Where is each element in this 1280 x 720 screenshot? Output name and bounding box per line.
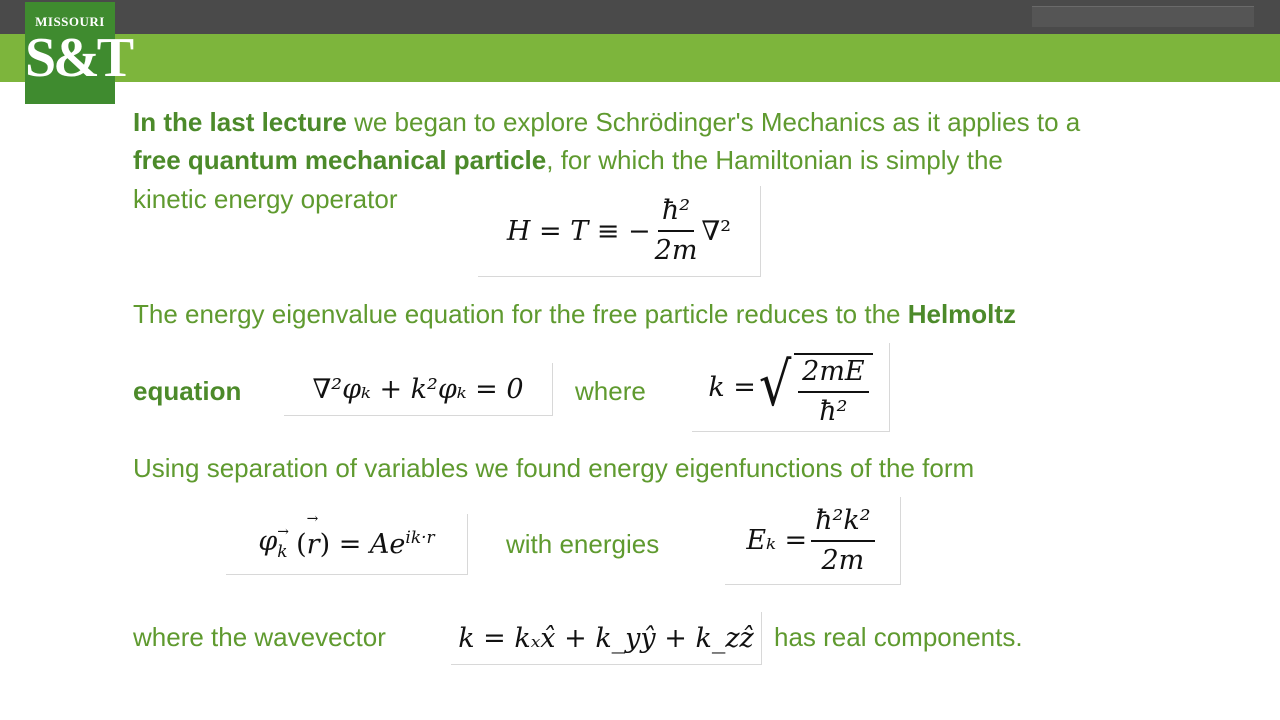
logo-text-top: MISSOURI [35, 14, 105, 29]
header-green-bar [0, 34, 1280, 82]
para3-with: with energies [506, 529, 660, 559]
wavevector-equation: k = kₓx̂ + k_yŷ + k_zẑ [451, 612, 762, 665]
para1-rest1: we began to explore Schrödinger's Mechanics as it applies to a [346, 107, 1081, 137]
energy-den: 2m [821, 544, 865, 576]
para2-bold2: equation [133, 376, 242, 406]
para1-line2 [133, 141, 1003, 179]
para2-equation-word [133, 372, 241, 410]
energy-equation [725, 497, 901, 585]
eigen-r: → r [307, 529, 320, 560]
k-equation [692, 343, 890, 432]
hamiltonian-equation [478, 186, 761, 277]
k-num: 2mE [798, 355, 869, 393]
sqrt-body [794, 353, 873, 429]
para1-bold1: In the last lecture [133, 107, 347, 137]
k-den: ħ² [819, 396, 848, 427]
logo-text-main: S&T [25, 27, 132, 89]
eigen-rhs: $Ae^{ik\cdot r}$ [369, 528, 435, 560]
hamiltonian-fraction [655, 194, 698, 268]
eigen-paren-open: ( [287, 528, 307, 560]
eigen-paren-close: ) [319, 528, 331, 560]
hamiltonian-num: ħ² [658, 194, 694, 232]
energy-num: ħ²k² [811, 504, 874, 542]
energy-lhs: Eₖ = [746, 525, 808, 556]
energy-fraction [811, 504, 874, 578]
header-strip [1032, 6, 1254, 27]
hamiltonian-lhs: H = T ≡ − [506, 215, 651, 247]
eigen-phi: φ→ $_k$ [258, 526, 287, 561]
helmholtz-equation: ∇²φₖ + k²φₖ = 0 [284, 363, 553, 416]
hamiltonian-den: 2m [654, 235, 698, 266]
para2-bold: Helmoltz [907, 299, 1017, 329]
para1-bold2: free quantum mechanical particle [133, 145, 547, 175]
eigen-equals: = [330, 528, 370, 560]
university-logo [25, 2, 132, 104]
k-fraction [798, 355, 869, 429]
hamiltonian-laplacian: ∇² [701, 215, 732, 247]
eigenfunction-equation [226, 514, 468, 575]
para1-line3: kinetic energy operator [133, 184, 398, 214]
para4-suffix: has real components. [774, 622, 1023, 652]
para4-prefix: where the wavevector [133, 622, 386, 652]
para1-rest2: , for which the Hamiltonian is simply the [546, 145, 1003, 175]
para1-line1 [133, 103, 1080, 141]
sqrt-sign-icon: √ [758, 350, 792, 420]
k-lhs: k = [708, 371, 756, 403]
para2-text: The energy eigenvalue equation for the free particle reduces to the [133, 299, 908, 329]
k-sqrt [756, 345, 873, 429]
para2-where: where [575, 376, 646, 406]
para3-line1: Using separation of variables we found energy eigenfunctions of the form [133, 453, 975, 483]
para2-line1 [133, 295, 1016, 333]
